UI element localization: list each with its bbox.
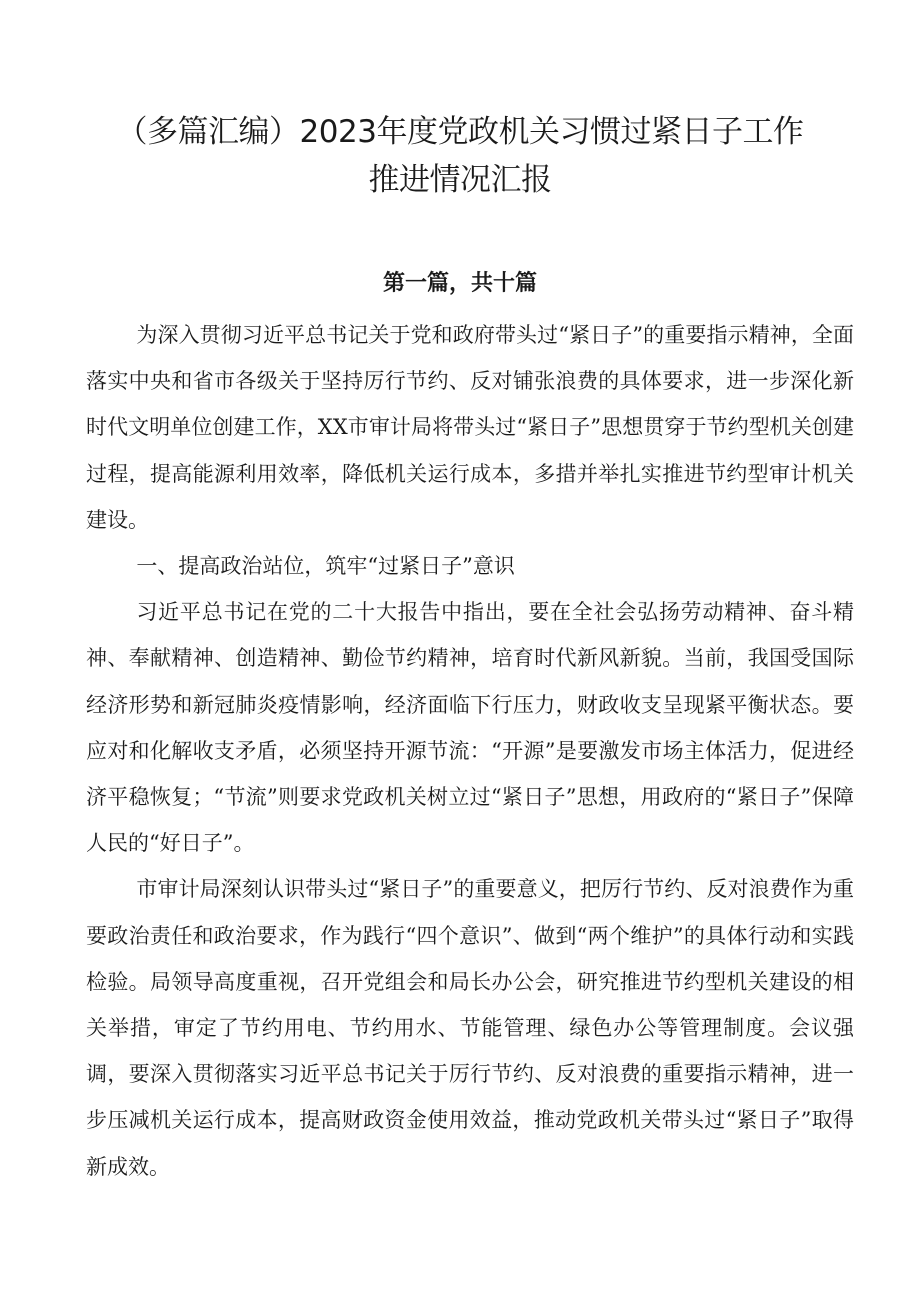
document-body — [86, 312, 854, 1190]
paragraph-measures: 市审计局深刻认识带头过“紧日子”的重要意义，把厉行节约、反对浪费作为重要政治责任和政治要求，作为践行“四个意识”、做到“两个维护”的具体行动和实践检验。局领导高度重视，召开党组会和局长办公会，研究推进节约型机关建设的相关举措，审定了节约用电、节约用水、节能管理、绿色办公等管理制度。会议强调，要深入贯彻落实习近平总书记关于厉行节约、反对浪费的重要指示精神，进一步压减机关运行成本，提高财政资金使用效益，推动党政机关带头过“紧日子”取得新成效。 — [86, 877, 854, 1179]
paragraph-section-heading-1: 一、提高政治站位，筑牢“过紧日子”意识 — [136, 554, 515, 579]
paragraph-intro: 为深入贯彻习近平总书记关于党和政府带头过“紧日子”的重要指示精神，全面落实中央和省市各级关于坚持厉行节约、反对铺张浪费的具体要求，进一步深化新时代文明单位创建工作，XX市审计局将带头过“紧日子”思想贯穿于节约型机关创建过程，提高能源利用效率，降低机关运行成本，多措并举扎实推进节约型审计机关建设。 — [86, 323, 854, 532]
title-line-1: （多篇汇编）2023年度党政机关习惯过紧日子工作 — [116, 114, 804, 150]
paragraph-speech: 习近平总书记在党的二十大报告中指出，要在全社会弘扬劳动精神、奋斗精神、奉献精神、创造精神、勤俭节约精神，培育时代新风新貌。当前，我国受国际经济形势和新冠肺炎疫情影响，经济面临下行压力，财政收支呈现紧平衡状态。要应对和化解收支矛盾，必须坚持开源节流：“开源”是要激发市场主体活力，促进经济平稳恢复；“节流”则要求党政机关树立过“紧日子”思想，用政府的“紧日子”保障人民的“好日子”。 — [86, 600, 854, 856]
section-heading: 第一篇，共十篇 — [382, 271, 537, 296]
title-line-2: 推进情况汇报 — [368, 162, 552, 198]
document-title — [80, 108, 840, 204]
